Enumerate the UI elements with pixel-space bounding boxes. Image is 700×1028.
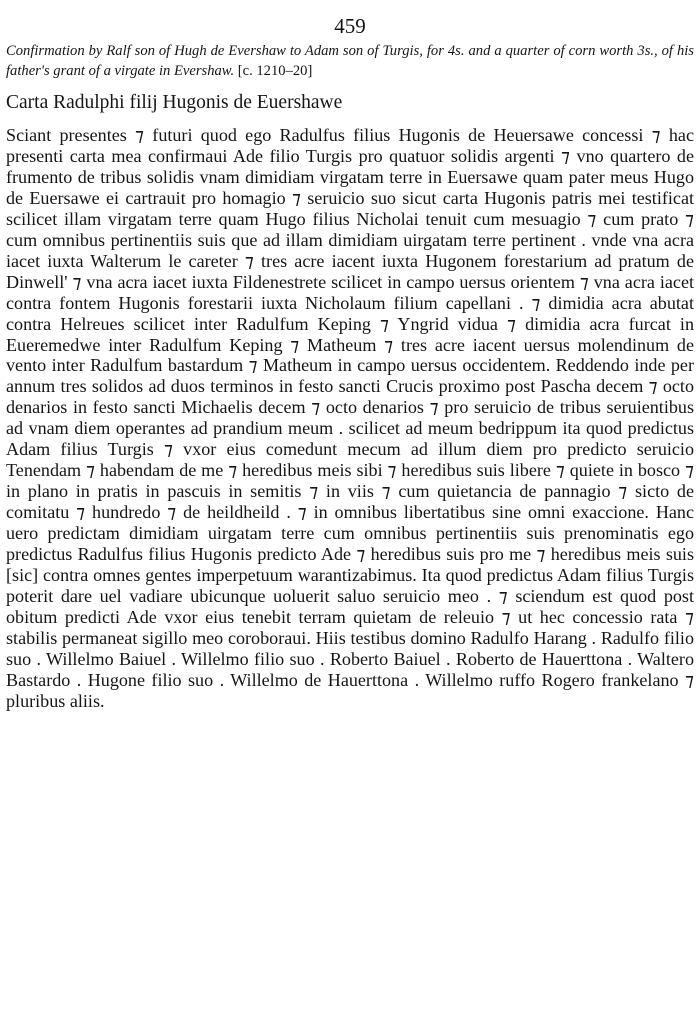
charter-heading: Carta Radulphi filij Hugonis de Euershawe — [6, 92, 343, 113]
charter-body-text: Sciant presentes ⁊ futuri quod ego Radulfus filius Hugonis de Heuersawe concessi ⁊ hac presenti carta mea confirmaui Ade filio Turgis pro quatuor solidis argenti ⁊ vno quartero de frumento de tribus solidis vnam dimidiam virgatam terre in Euersawe quam pater meus Hugo de Euersawe ei cartrauit pro homagio ⁊ seruicio suo sicut carta Hugonis patris mei testificat scilicet illam virgatam terre quam Hugo filius Nicholai tenuit cum mesuagio ⁊ cum prato ⁊ cum omnibus pertinentiis suis que ad illam dimidiam uirgatam terre pertinent . vnde vna acra iacet iuxta Walterum le careter ⁊ tres acre iacent iuxta Hugonem forestarium ad pratum de Dinwell' ⁊ vna acra iacet iuxta Fildenestrete scilicet in campo uersus orientem ⁊ vna acra iacet contra fontem Hugonis forestarii iuxta Nicholaum filium capellani . ⁊ dimidia acra abutat contra Helreues scilicet inter Radulfum Keping ⁊ Yngrid vidua ⁊ dimidia acra furcat in Eueremedwe inter Radulfum Keping ⁊ Matheum ⁊ tres acre iacent uersus molendinum de vento inter Radulfum bastardum ⁊ Matheum in campo uersus occidentem. Reddendo inde per annum tres solidos ad duos terminos in festo sancti Crucis proximo post Pascha decem ⁊ octo denarios in festo sancti Michaelis decem ⁊ octo denarios ⁊ pro seruicio de tribus seruientibus ad vnam diem operantes ad prandium meum . scilicet ad meum bedrippum ita quod predictus Adam filius Turgis ⁊ vxor eius comedunt mecum ad illum diem pro predicto seruicio Tenendam ⁊ habendam de me ⁊ heredibus meis sibi ⁊ heredibus suis libere ⁊ quiete in bosco ⁊ in plano in pratis in pascuis in semitis ⁊ in viis ⁊ cum quietancia de pannagio ⁊ sicto de comitatu ⁊ hundredo ⁊ de heildheild . ⁊ in omnibus libertatibus sine omni exaccione. Hanc uero predictam dimidiam uirgatam terre cum omnibus pertinentiis suis prenominatis ego predictus Radulfus filius Hugonis predicto Ade ⁊ heredibus suis pro me ⁊ heredibus meis suis [sic] contra omnes gentes imperpetuum warantizabimus. Ita quod predictus Adam filius Turgis poterit dare uel vadiare ubicunque uoluerit saluo seruicio meo . ⁊ sciendum est quod post obitum predicti Ade vxor eius tenebit terram quietam de releuio ⁊ ut hec concessio rata ⁊ stabilis permaneat sigillo meo coroboraui. Hiis testibus domino Radulfo Harang . Radulfo filio suo . Willelmo Baiuel . Willelmo filio suo . Roberto Baiuel . Roberto de Hauerttona . Waltero Bastardo . Hugone filio suo . Willelmo de Hauerttona . Willelmo ruffo Rogero frankelano ⁊ pluribus aliis. — [6, 125, 694, 711]
charter-summary — [6, 41, 694, 81]
document-page — [6, 14, 694, 712]
page-number: 459 — [334, 14, 366, 38]
summary-date: [c. 1210–20] — [237, 63, 313, 79]
summary-text: Confirmation by Ralf son of Hugh de Evershaw to Adam son of Turgis, for 4s. and a quarter of corn worth 3s., of his father's grant of a virgate in Evershaw. — [6, 43, 694, 79]
